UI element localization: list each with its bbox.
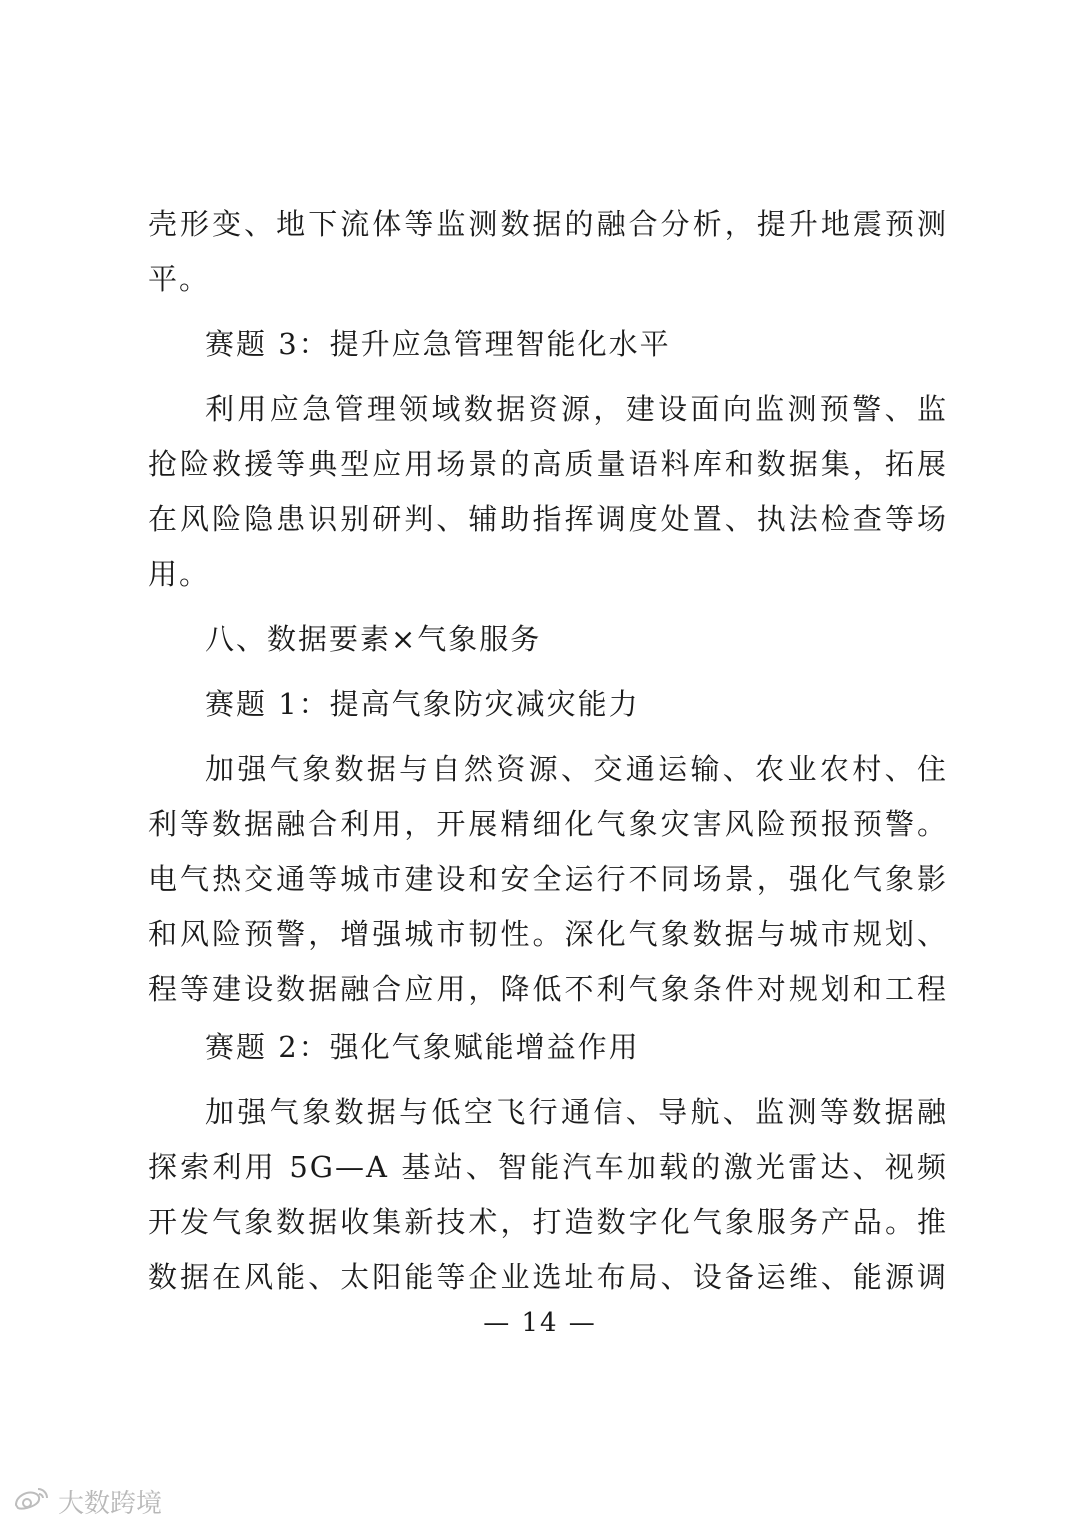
paragraph-line: 利等数据融合利用，开展精细化气象灾害风险预报预警。: [148, 807, 948, 841]
paragraph-line: 电气热交通等城市建设和安全运行不同场景，强化气象影: [148, 862, 948, 896]
paragraph-line: 加强气象数据与自然资源、交通运输、农业农村、住: [205, 752, 948, 786]
paragraph-line: 利用应急管理领域数据资源，建设面向监测预警、监: [205, 392, 948, 426]
paragraph-line: 抢险救援等典型应用场景的高质量语料库和数据集，拓展: [148, 447, 948, 481]
paragraph-line: 加强气象数据与低空飞行通信、导航、监测等数据融: [205, 1095, 948, 1129]
section-heading: 赛题 1：提高气象防灾减灾能力: [205, 687, 640, 721]
paragraph-line: 平。: [148, 262, 211, 296]
watermark-text: 大数跨境: [58, 1488, 163, 1519]
paragraph-line: 和风险预警，增强城市韧性。深化气象数据与城市规划、: [148, 917, 948, 951]
paragraph-line: 程等建设数据融合应用，降低不利气象条件对规划和工程: [148, 972, 948, 1006]
paragraph-line: 用。: [148, 557, 211, 591]
weibo-logo-icon: [12, 1485, 52, 1517]
page-number: — 14 —: [483, 1308, 597, 1338]
paragraph-line: 壳形变、地下流体等监测数据的融合分析，提升地震预测: [148, 207, 948, 241]
paragraph-line: 探索利用 5G—A 基站、智能汽车加载的激光雷达、视频: [148, 1150, 948, 1184]
section-heading: 赛题 2：强化气象赋能增益作用: [205, 1030, 640, 1064]
watermark: [12, 1484, 162, 1518]
paragraph-line: 开发气象数据收集新技术，打造数字化气象服务产品。推: [148, 1205, 948, 1239]
chapter-heading: 八、数据要素×气象服务: [205, 622, 542, 656]
section-heading: 赛题 3：提升应急管理智能化水平: [205, 327, 671, 361]
paragraph-line: 数据在风能、太阳能等企业选址布局、设备运维、能源调: [148, 1260, 948, 1294]
paragraph-line: 在风险隐患识别研判、辅助指挥调度处置、执法检查等场: [148, 502, 948, 536]
